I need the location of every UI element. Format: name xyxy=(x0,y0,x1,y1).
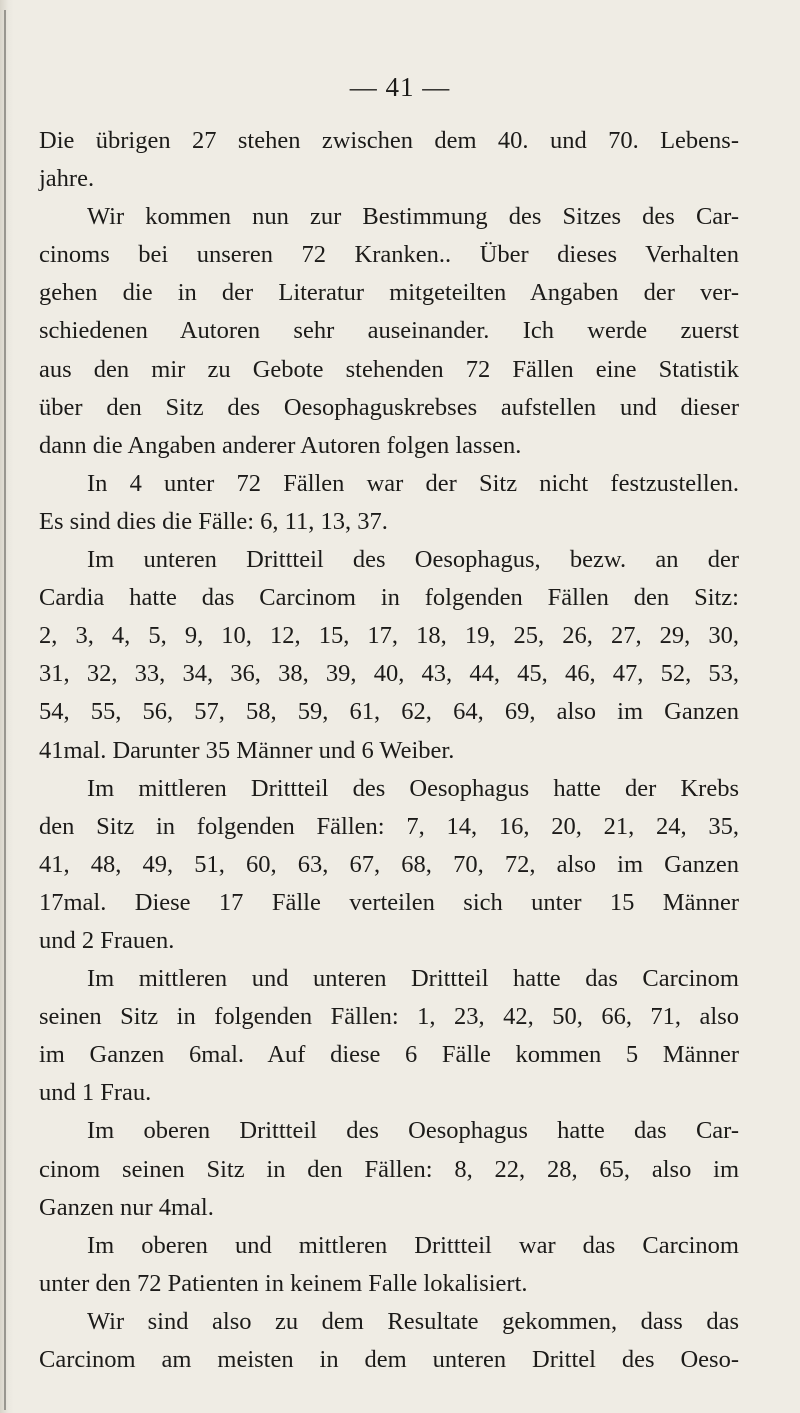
text-line: Im mittleren Drittteil des Oesophagus hatte der Krebs xyxy=(87,774,739,802)
text-line: 41, 48, 49, 51, 60, 63, 67, 68, 70, 72, also im Ganzen xyxy=(39,850,739,878)
text-line: Wir kommen nun zur Bestimmung des Sitzes des Car- xyxy=(87,203,739,231)
text-line: cinom seinen Sitz in den Fällen: 8, 22, 28, 65, also im xyxy=(39,1155,739,1183)
text-line: Es sind dies die Fälle: 6, 11, 13, 37. xyxy=(39,507,388,535)
text-line: unter den 72 Patienten in keinem Falle lokalisiert. xyxy=(39,1269,528,1297)
text-line: und 2 Frauen. xyxy=(39,926,175,954)
text-line: Wir sind also zu dem Resultate gekommen, dass das xyxy=(87,1307,739,1335)
text-line: Die übrigen 27 stehen zwischen dem 40. und 70. Lebens- xyxy=(39,127,739,154)
text-line: dann die Angaben anderer Autoren folgen lassen. xyxy=(39,431,522,459)
binding-line xyxy=(4,10,6,1410)
text-line: 31, 32, 33, 34, 36, 38, 39, 40, 43, 44, 45, 46, 47, 52, 53, xyxy=(39,660,739,688)
text-line: gehen die in der Literatur mitgeteilten Angaben der ver- xyxy=(39,279,739,307)
text-line: den Sitz in folgenden Fällen: 7, 14, 16, 20, 21, 24, 35, xyxy=(39,812,739,840)
text-line: aus den mir zu Gebote stehenden 72 Fällen eine Statistik xyxy=(39,355,739,383)
text-line: Carcinom am meisten in dem unteren Drittel des Oeso- xyxy=(39,1346,739,1373)
text-line: seinen Sitz in folgenden Fällen: 1, 23, 42, 50, 66, 71, also xyxy=(39,1003,739,1031)
text-line: cinoms bei unseren 72 Kranken.. Über dieses Verhalten xyxy=(39,241,739,269)
text-line: 41mal. Darunter 35 Männer und 6 Weiber. xyxy=(39,736,455,764)
text-line: und 1 Frau. xyxy=(39,1079,152,1107)
text-line: Im oberen Drittteil des Oesophagus hatte das Car- xyxy=(87,1117,739,1145)
text-line: Im unteren Drittteil des Oesophagus, bezw. an der xyxy=(87,546,739,574)
text-line: schiedenen Autoren sehr auseinander. Ich werde zuerst xyxy=(39,317,739,345)
text-line: 17mal. Diese 17 Fälle verteilen sich unter 15 Männer xyxy=(39,888,739,916)
text-line: 54, 55, 56, 57, 58, 59, 61, 62, 64, 69, also im Ganzen xyxy=(39,698,739,726)
text-line: im Ganzen 6mal. Auf diese 6 Fälle kommen 5 Männer xyxy=(39,1041,739,1069)
text-line: In 4 unter 72 Fällen war der Sitz nicht festzustellen. xyxy=(87,469,739,497)
page-left-edge-shadow xyxy=(0,0,14,1413)
page-number: — 41 — xyxy=(349,72,451,102)
text-line: jahre. xyxy=(39,165,95,193)
text-line: Im mittleren und unteren Drittteil hatte das Carcinom xyxy=(87,965,739,993)
text-line: Im oberen und mittleren Drittteil war das Carcinom xyxy=(87,1231,739,1259)
text-line: Ganzen nur 4mal. xyxy=(39,1193,214,1221)
body-text xyxy=(39,122,739,1379)
text-line: über den Sitz des Oesophaguskrebses aufstellen und dieser xyxy=(39,393,739,421)
text-line: Cardia hatte das Carcinom in folgenden Fällen den Sitz: xyxy=(39,584,739,612)
text-line: 2, 3, 4, 5, 9, 10, 12, 15, 17, 18, 19, 25, 26, 27, 29, 30, xyxy=(39,622,739,650)
